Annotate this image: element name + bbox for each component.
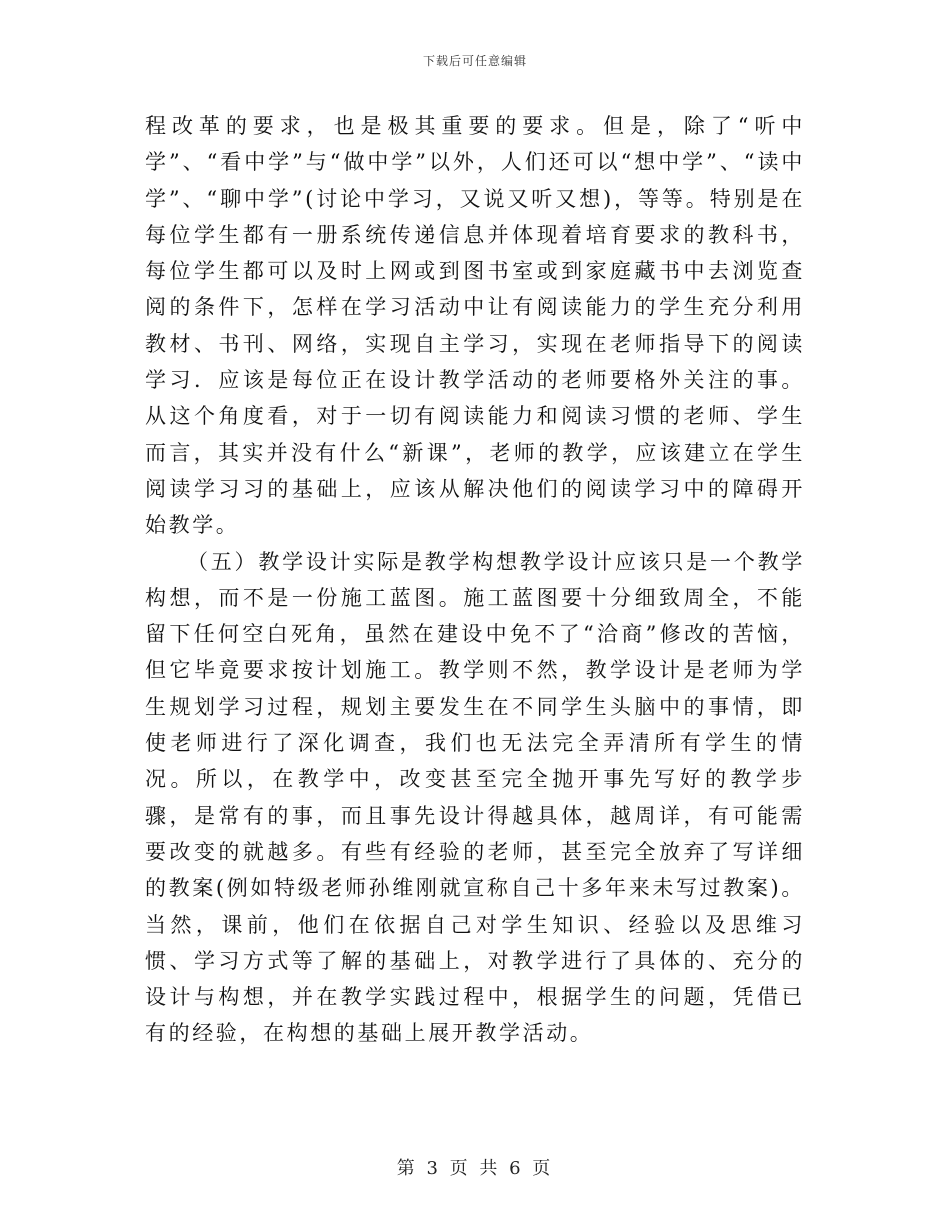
paragraph-continuation: 程改革的要求，也是极其重要的要求。但是，除了“听中学”、“看中学”与“做中学”以外，人们还可以“想中学”、“读中学”、“聊中学”(讨论中学习，又说又听又想)，等等。特别是在每位学生都有一册系统传递信息并体现着培育要求的教科书，每位学生都可以及时上网或到图书室或到家庭藏书中去浏览查阅的条件下，怎样在学习活动中让有阅读能力的学生充分利用教材、书刊、网络，实现自主学习，实现在老师指导下的阅读学习．应该是每位正在设计教学活动的老师要格外关注的事。从这个角度看，对于一切有阅读能力和阅读习惯的老师、学生而言，其实并没有什么“新课”，老师的教学，应该建立在学生阅读学习习的基础上，应该从解决他们的阅读学习中的障碍开始教学。: [145, 114, 805, 538]
document-body: [145, 108, 805, 1052]
page-number-footer: 第 3 页 共 6 页: [396, 1158, 554, 1179]
page-header: 下载后可任意编辑: [422, 54, 527, 68]
paragraph-section-five: （五）教学设计实际是教学构想教学设计应该只是一个教学构想，而不是一份施工蓝图。施工蓝图要十分细致周全，不能留下任何空白死角，虽然在建设中免不了“洽商”修改的苦恼，但它毕竟要求按计划施工。教学则不然，教学设计是老师为学生规划学习过程，规划主要发生在不同学生头脑中的事情，即使老师进行了深化调查，我们也无法完全弄清所有学生的情况。所以，在教学中，改变甚至完全抛开事先写好的教学步骤，是常有的事，而且事先设计得越具体，越周详，有可能需要改变的就越多。有些有经验的老师，甚至完全放弃了写详细的教案(例如特级老师孙维刚就宣称自己十多年来未写过教案)。当然，课前，他们在依据自己对学生知识、经验以及思维习惯、学习方式等了解的基础上，对教学进行了具体的、充分的设计与构想，并在教学实践过程中，根据学生的问题，凭借已有的经验，在构想的基础上展开教学活动。: [145, 549, 805, 1046]
